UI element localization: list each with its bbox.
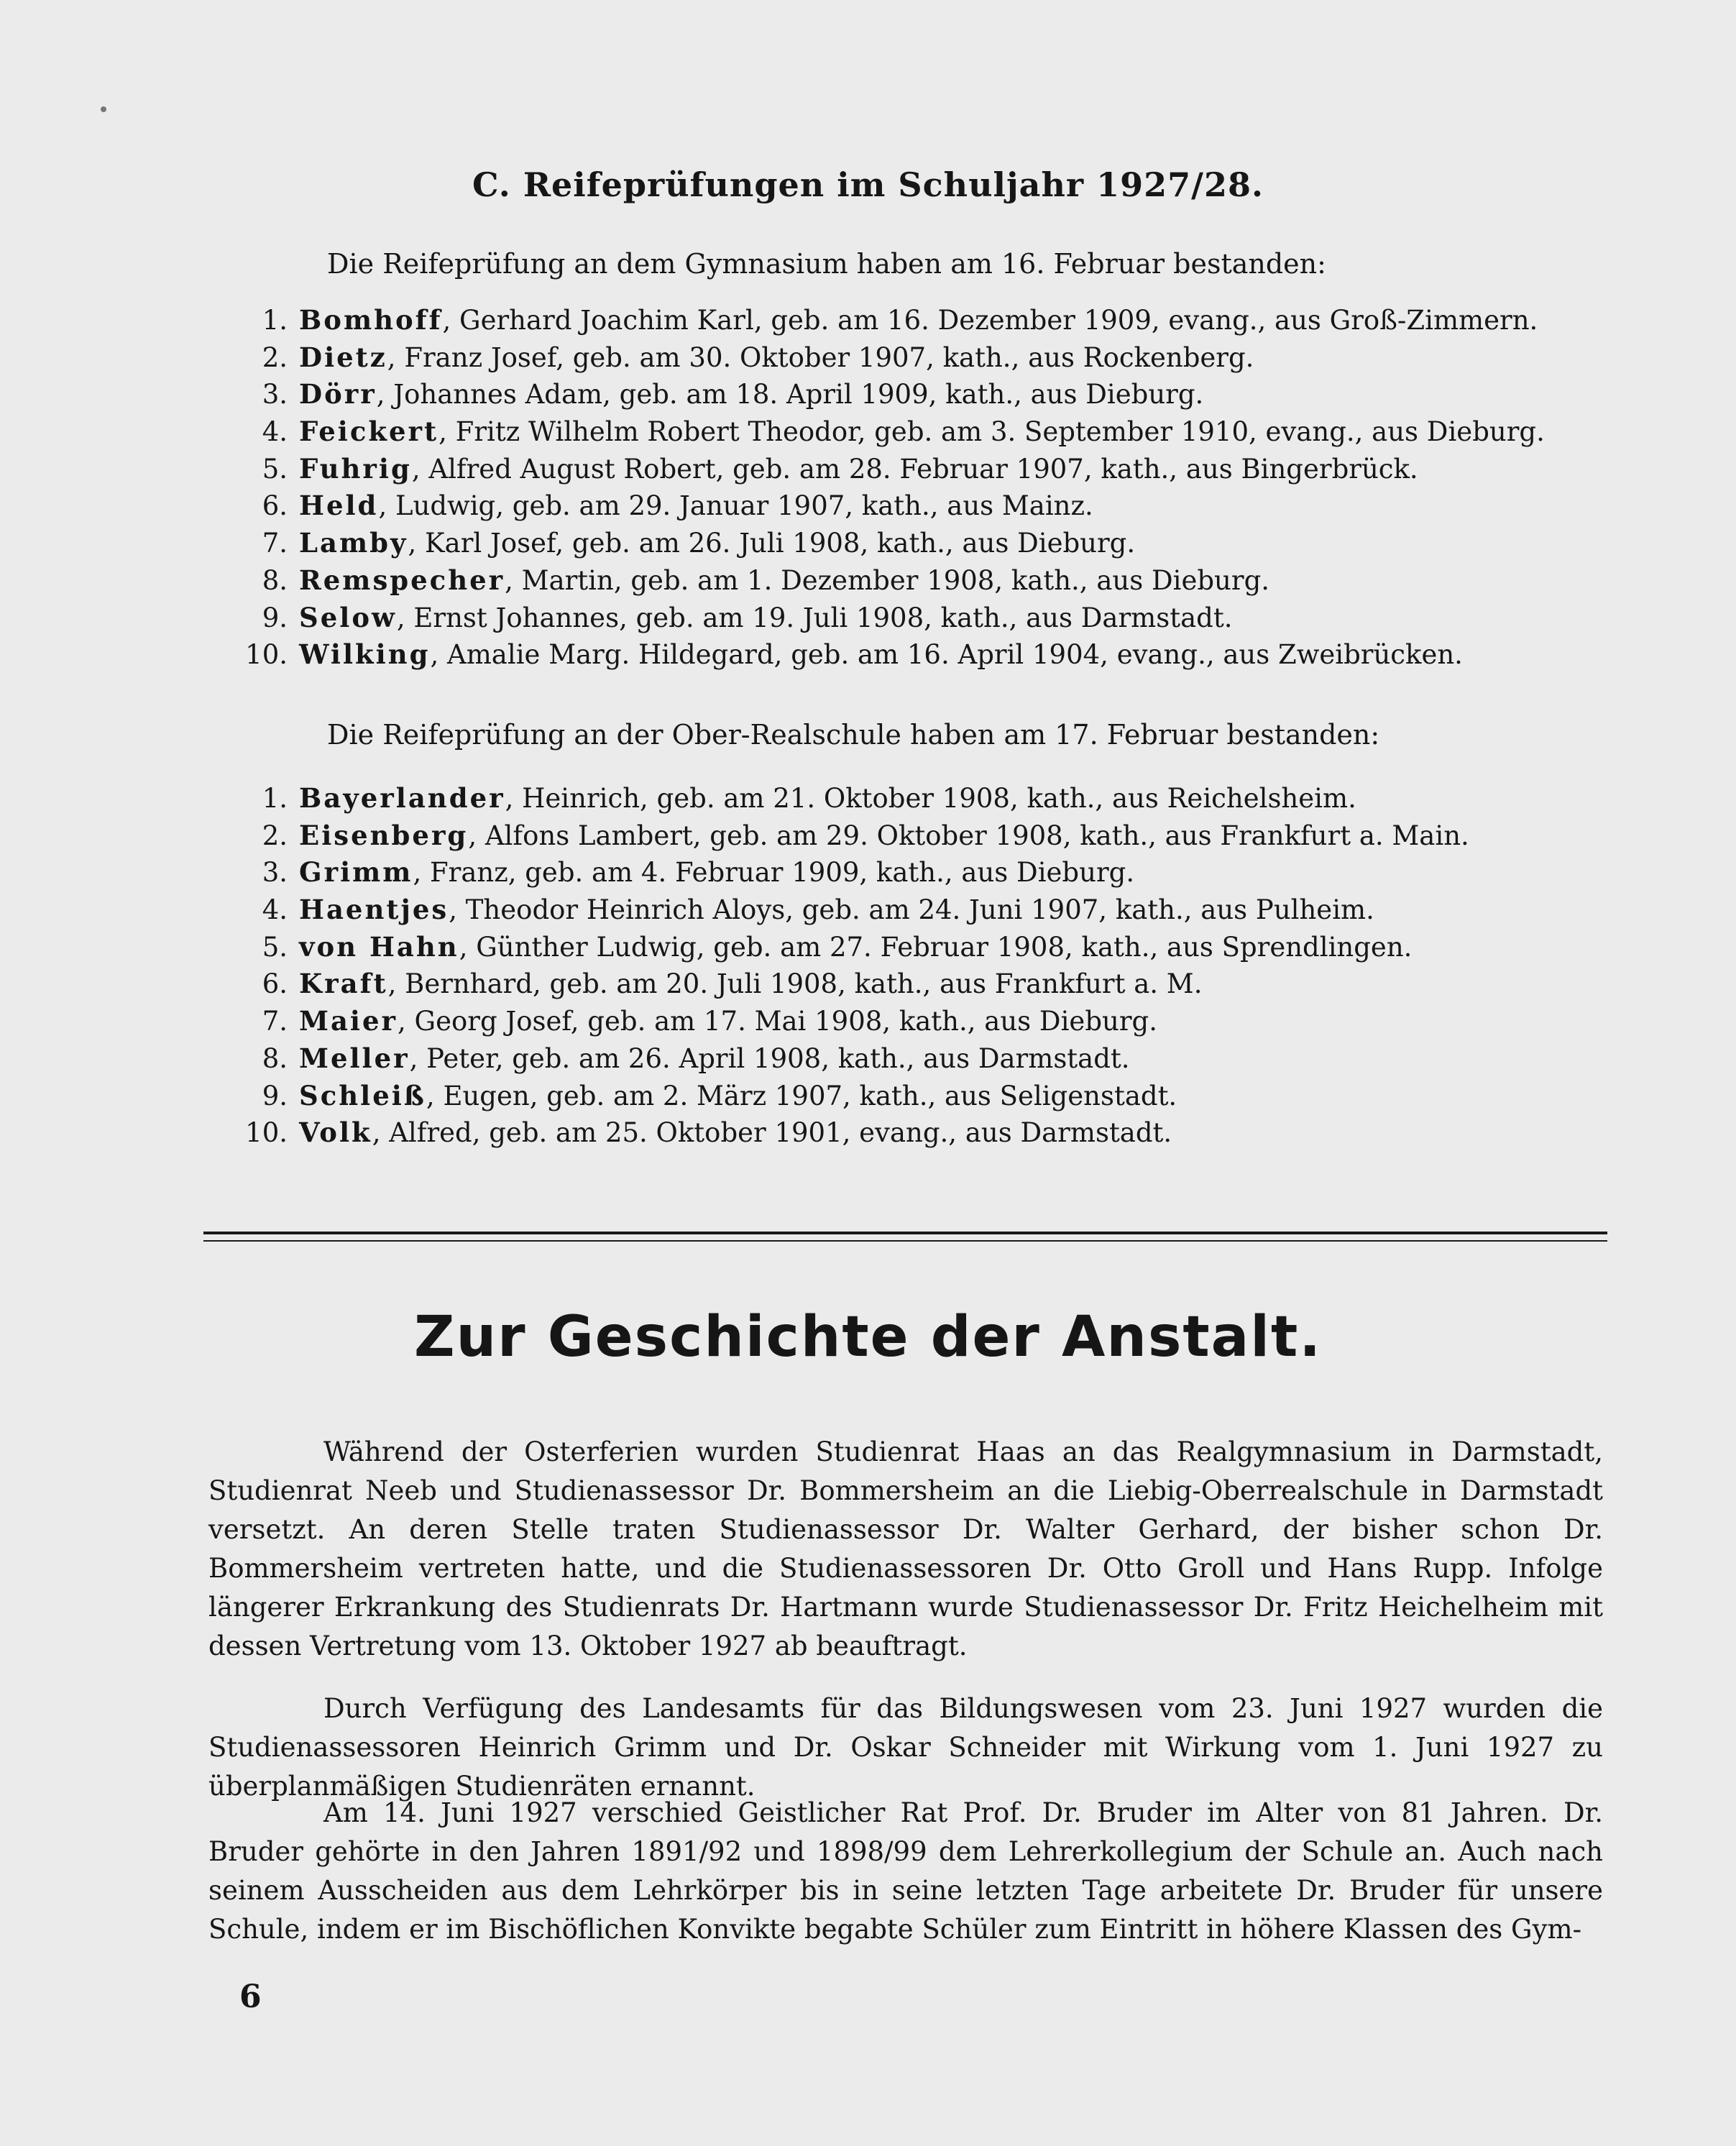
list-item: 5. von Hahn , Günther Ludwig, geb. am 27. Februar 1908, kath., aus Sprendlingen. <box>201 929 1469 966</box>
student-surname: Dietz <box>299 341 387 373</box>
oberrealschule-student-list <box>201 780 1469 1152</box>
list-item: 7. Maier , Georg Josef, geb. am 17. Mai 1908, kath., aus Dieburg. <box>201 1003 1469 1040</box>
list-item: 2. Dietz , Franz Josef, geb. am 30. Oktober 1907, kath., aus Rockenberg. <box>201 339 1545 377</box>
list-item: 10. Wilking , Amalie Marg. Hildegard, geb. am 16. April 1904, evang., aus Zweibrücken. <box>201 636 1545 674</box>
list-item: 8. Remspecher , Martin, geb. am 1. Dezember 1908, kath., aus Dieburg. <box>201 562 1545 600</box>
list-item: 6. Kraft , Bernhard, geb. am 20. Juli 1908, kath., aus Frankfurt a. M. <box>201 966 1469 1003</box>
student-surname: Kraft <box>299 968 388 1000</box>
list-item: 8. Meller , Peter, geb. am 26. April 1908, kath., aus Darmstadt. <box>201 1040 1469 1078</box>
student-surname: Fuhrig <box>299 452 412 485</box>
student-surname: von Hahn <box>299 930 459 963</box>
student-surname: Feickert <box>299 416 439 448</box>
list-item: 7. Lamby , Karl Josef, geb. am 26. Juli 1908, kath., aus Dieburg. <box>201 525 1545 562</box>
student-surname: Remspecher <box>299 564 505 596</box>
oberrealschule-intro: Die Reifeprüfung an der Ober-Realschule haben am 17. Februar bestanden: <box>327 719 1380 751</box>
student-surname: Bayerlander <box>299 782 505 814</box>
gymnasium-intro: Die Reifeprüfung an dem Gymnasium haben am 16. Februar bestanden: <box>327 248 1326 280</box>
print-speck <box>101 106 106 112</box>
student-surname: Meller <box>299 1042 410 1074</box>
student-surname: Haentjes <box>299 894 449 926</box>
student-surname: Wilking <box>299 638 431 671</box>
list-item: 3. Dörr , Johannes Adam, geb. am 18. April 1909, kath., aus Dieburg. <box>201 376 1545 413</box>
section-divider-thick <box>203 1232 1607 1234</box>
list-item: 9. Schleiß , Eugen, geb. am 2. März 1907, kath., aus Seligenstadt. <box>201 1078 1469 1115</box>
student-surname: Bomhoff <box>299 304 443 336</box>
student-surname: Volk <box>299 1116 372 1149</box>
list-item: 1. Bayerlander , Heinrich, geb. am 21. Oktober 1908, kath., aus Reichelsheim. <box>201 780 1469 817</box>
section-divider-thin <box>203 1240 1607 1242</box>
student-surname: Eisenberg <box>299 819 469 851</box>
history-paragraph: Während der Osterferien wurden Studienrat Haas an das Realgymnasium in Darmstadt, Studienrat Neeb und Studienassessor Dr. Bommersheim an die Liebig-Oberrealschule in Darmstadt versetzt. An deren Stelle traten Studienassessor Dr. Walter Gerhard, der bisher schon Dr. Bommersheim vertreten hatte, und die Studienassessoren Dr. Otto Groll und Hans Rupp. Infolge längerer Erkrankung des Studienrats Dr. Hartmann wurde Studienassessor Dr. Fritz Heichelheim mit dessen Vertretung vom 13. Oktober 1927 ab beauftragt. <box>208 1436 1603 1661</box>
list-item: 6. Held , Ludwig, geb. am 29. Januar 1907, kath., aus Mainz. <box>201 487 1545 525</box>
list-item: 10. Volk , Alfred, geb. am 25. Oktober 1901, evang., aus Darmstadt. <box>201 1114 1469 1152</box>
page-number: 6 <box>239 1978 262 2015</box>
history-heading: Zur Geschichte der Anstalt. <box>414 1305 1322 1370</box>
student-surname: Maier <box>299 1005 398 1037</box>
student-surname: Lamby <box>299 527 408 559</box>
student-surname: Grimm <box>299 856 413 889</box>
list-item: 9. Selow , Ernst Johannes, geb. am 19. Juli 1908, kath., aus Darmstadt. <box>201 600 1545 637</box>
list-item: 3. Grimm , Franz, geb. am 4. Februar 1909, kath., aus Dieburg. <box>201 854 1469 891</box>
list-item: 1. Bomhoff , Gerhard Joachim Karl, geb. am 16. Dezember 1909, evang., aus Groß-Zimmern. <box>201 302 1545 339</box>
list-item: 4. Haentjes , Theodor Heinrich Aloys, geb. am 24. Juni 1907, kath., aus Pulheim. <box>201 891 1469 929</box>
student-surname: Held <box>299 490 379 522</box>
student-surname: Dörr <box>299 378 377 411</box>
section-title: C. Reifeprüfungen im Schuljahr 1927/28. <box>472 165 1264 204</box>
student-surname: Selow <box>299 601 397 633</box>
gymnasium-student-list <box>201 302 1545 674</box>
list-item: 5. Fuhrig , Alfred August Robert, geb. am 28. Februar 1907, kath., aus Bingerbrück. <box>201 451 1545 488</box>
student-surname: Schleiß <box>299 1079 426 1111</box>
history-paragraph: Am 14. Juni 1927 verschied Geistlicher Rat Prof. Dr. Bruder im Alter von 81 Jahren. Dr. Bruder gehörte in den Jahren 1891/92 und 1898/99 dem Lehrerkollegium der Schule an. Auch nach seinem Ausscheiden aus dem Lehrkörper bis in seine letzten Tage arbeitete Dr. Bruder für unsere Schule, indem er im Bischöflichen Konvikte begabte Schüler zum Eintritt in höhere Klassen des Gym- <box>208 1797 1603 1945</box>
list-item: 2. Eisenberg , Alfons Lambert, geb. am 29. Oktober 1908, kath., aus Frankfurt a. Main. <box>201 817 1469 855</box>
history-paragraph: Durch Verfügung des Landesamts für das Bildungswesen vom 23. Juni 1927 wurden die Studienassessoren Heinrich Grimm und Dr. Oskar Schneider mit Wirkung vom 1. Juni 1927 zu überplanmäßigen Studienräten ernannt. <box>208 1693 1603 1802</box>
list-item: 4. Feickert , Fritz Wilhelm Robert Theodor, geb. am 3. September 1910, evang., aus Dieburg. <box>201 413 1545 451</box>
